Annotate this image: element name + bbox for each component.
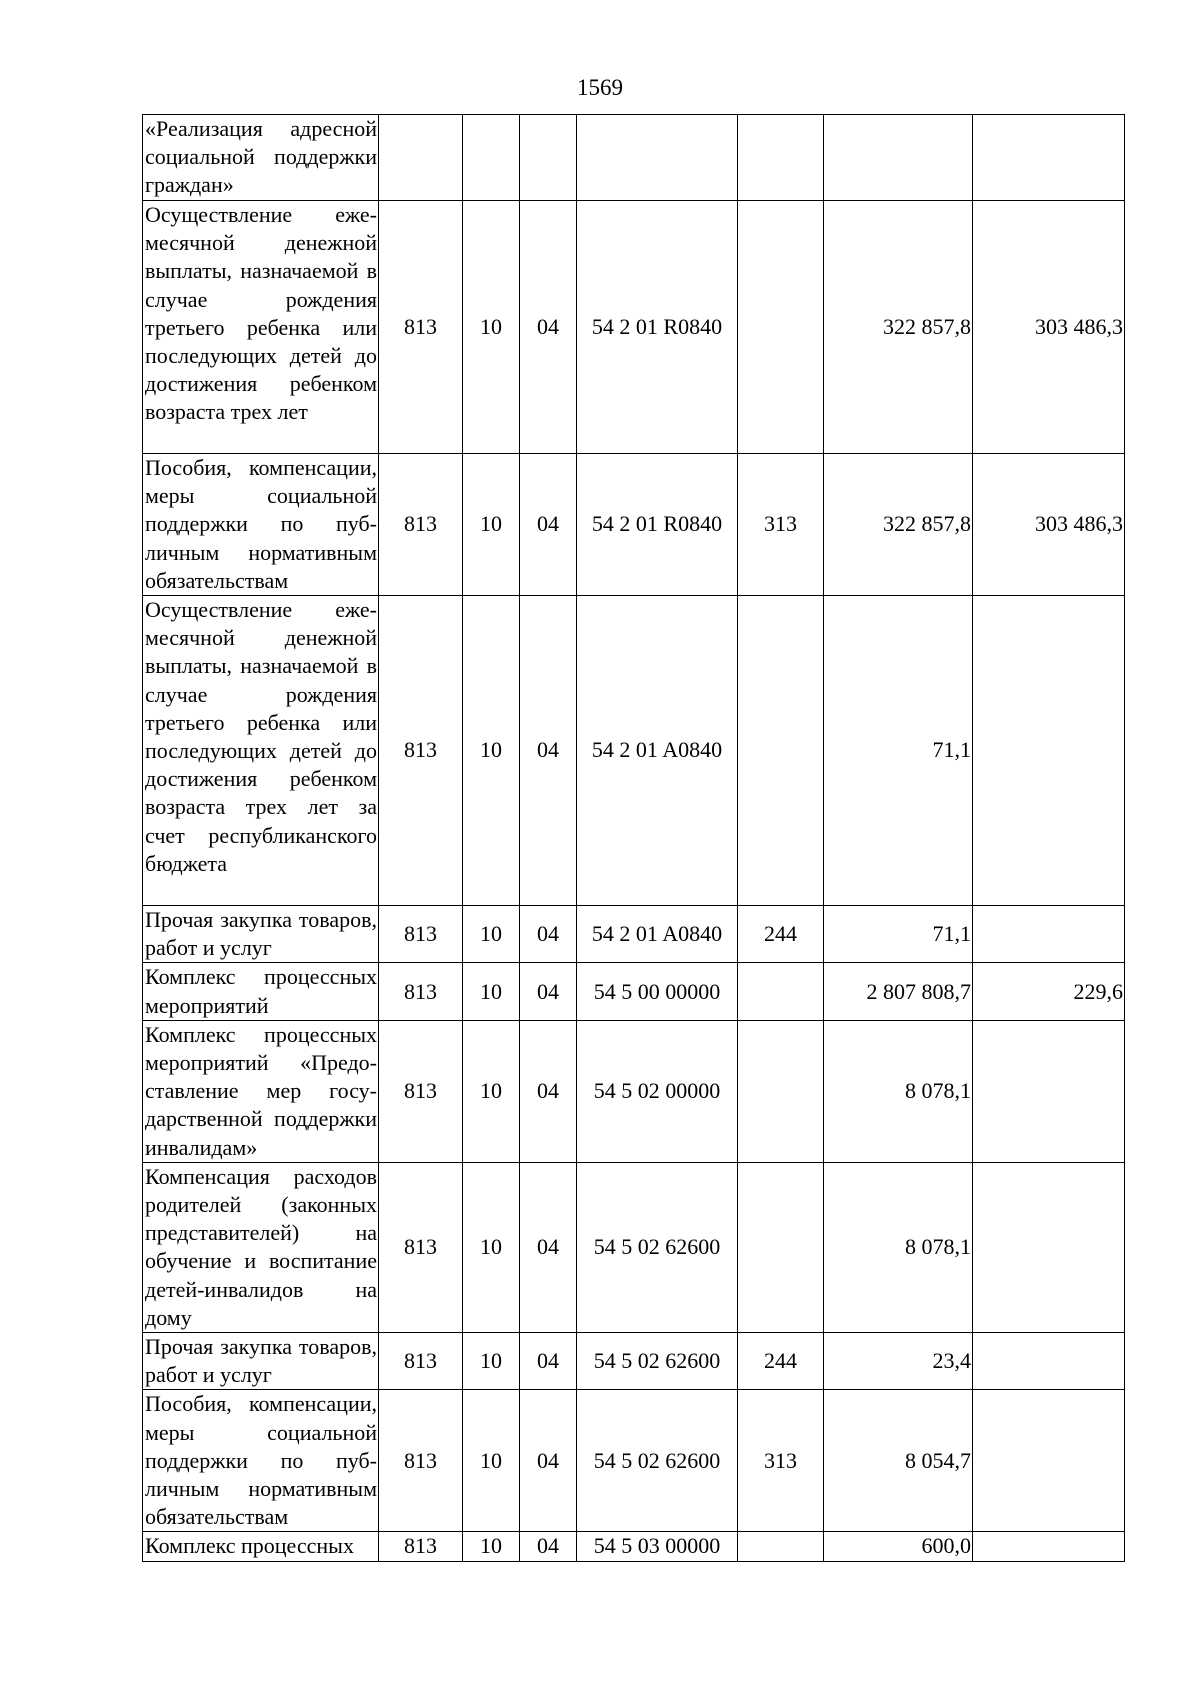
budget-table bbox=[142, 114, 1125, 1562]
row-name: Комплекс процессных мероприятий «Предоставление мер государственной поддержки инвалидам» bbox=[143, 1020, 379, 1162]
amount-year-2 bbox=[973, 115, 1125, 201]
subsection-code: 04 bbox=[520, 963, 577, 1020]
amount-year-1: 322 857,8 bbox=[824, 454, 973, 596]
subsection-code: 04 bbox=[520, 201, 577, 454]
ministry-code: 813 bbox=[379, 1532, 463, 1561]
page-number: 1569 bbox=[577, 75, 623, 100]
table-row bbox=[143, 596, 1125, 906]
expense-type-code bbox=[738, 596, 824, 906]
amount-year-2: 229,6 bbox=[973, 963, 1125, 1020]
row-name: Пособия, компенсации, меры социальной поддержки по публичным нормативным обязательствам bbox=[143, 454, 379, 596]
amount-year-2 bbox=[973, 906, 1125, 963]
amount-year-1: 8 054,7 bbox=[824, 1390, 973, 1532]
target-article-code: 54 5 02 62600 bbox=[577, 1162, 738, 1332]
table-row bbox=[143, 1020, 1125, 1162]
target-article-code: 54 5 02 62600 bbox=[577, 1333, 738, 1390]
ministry-code: 813 bbox=[379, 454, 463, 596]
subsection-code: 04 bbox=[520, 1390, 577, 1532]
expense-type-code bbox=[738, 201, 824, 454]
subsection-code: 04 bbox=[520, 1532, 577, 1561]
table-body bbox=[143, 115, 1125, 1562]
amount-year-2 bbox=[973, 1532, 1125, 1561]
section-code: 10 bbox=[463, 963, 520, 1020]
row-name: Осуществление ежемесячной денежной выплаты, назначаемой в случае рождения третьего ребенка или последующих детей до достижения ребенком возраста трех лет за счет республиканского бюджета bbox=[143, 596, 379, 906]
amount-year-1: 322 857,8 bbox=[824, 201, 973, 454]
section-code: 10 bbox=[463, 1390, 520, 1532]
amount-year-1: 71,1 bbox=[824, 596, 973, 906]
amount-year-1 bbox=[824, 115, 973, 201]
section-code: 10 bbox=[463, 201, 520, 454]
subsection-code: 04 bbox=[520, 1020, 577, 1162]
expense-type-code bbox=[738, 1020, 824, 1162]
expense-type-code: 313 bbox=[738, 454, 824, 596]
amount-year-1: 2 807 808,7 bbox=[824, 963, 973, 1020]
target-article-code: 54 2 01 R0840 bbox=[577, 201, 738, 454]
table-row bbox=[143, 454, 1125, 596]
amount-year-2 bbox=[973, 1020, 1125, 1162]
subsection-code: 04 bbox=[520, 1162, 577, 1332]
table-row bbox=[143, 963, 1125, 1020]
table-row bbox=[143, 1333, 1125, 1390]
amount-year-1: 23,4 bbox=[824, 1333, 973, 1390]
target-article-code: 54 2 01 A0840 bbox=[577, 906, 738, 963]
target-article-code: 54 5 00 00000 bbox=[577, 963, 738, 1020]
table-row bbox=[143, 201, 1125, 454]
table-row bbox=[143, 1390, 1125, 1532]
section-code bbox=[463, 115, 520, 201]
amount-year-1: 71,1 bbox=[824, 906, 973, 963]
section-code: 10 bbox=[463, 454, 520, 596]
expense-type-code: 244 bbox=[738, 1333, 824, 1390]
expense-type-code bbox=[738, 1162, 824, 1332]
target-article-code: 54 2 01 A0840 bbox=[577, 596, 738, 906]
row-name: Прочая закупка товаров, работ и услуг bbox=[143, 1333, 379, 1390]
amount-year-2 bbox=[973, 1390, 1125, 1532]
expense-type-code bbox=[738, 963, 824, 1020]
amount-year-1: 8 078,1 bbox=[824, 1020, 973, 1162]
row-name: «Реализация адресной социальной поддержки граждан» bbox=[143, 115, 379, 201]
subsection-code: 04 bbox=[520, 596, 577, 906]
ministry-code: 813 bbox=[379, 906, 463, 963]
section-code: 10 bbox=[463, 1162, 520, 1332]
subsection-code: 04 bbox=[520, 1333, 577, 1390]
subsection-code: 04 bbox=[520, 906, 577, 963]
row-name: Комплекс процессных мероприятий bbox=[143, 963, 379, 1020]
section-code: 10 bbox=[463, 1020, 520, 1162]
target-article-code: 54 5 02 00000 bbox=[577, 1020, 738, 1162]
ministry-code bbox=[379, 115, 463, 201]
ministry-code: 813 bbox=[379, 1333, 463, 1390]
row-name: Комплекс процессных bbox=[143, 1532, 379, 1561]
table-row bbox=[143, 115, 1125, 201]
section-code: 10 bbox=[463, 1333, 520, 1390]
amount-year-2 bbox=[973, 596, 1125, 906]
amount-year-2 bbox=[973, 1162, 1125, 1332]
amount-year-1: 600,0 bbox=[824, 1532, 973, 1561]
ministry-code: 813 bbox=[379, 596, 463, 906]
ministry-code: 813 bbox=[379, 1162, 463, 1332]
section-code: 10 bbox=[463, 906, 520, 963]
amount-year-1: 8 078,1 bbox=[824, 1162, 973, 1332]
expense-type-code bbox=[738, 1532, 824, 1561]
table-row bbox=[143, 1532, 1125, 1561]
subsection-code: 04 bbox=[520, 454, 577, 596]
target-article-code bbox=[577, 115, 738, 201]
row-name: Пособия, компенсации, меры социальной поддержки по публичным нормативным обязательствам bbox=[143, 1390, 379, 1532]
expense-type-code bbox=[738, 115, 824, 201]
row-name: Прочая закупка товаров, работ и услуг bbox=[143, 906, 379, 963]
table-row bbox=[143, 906, 1125, 963]
amount-year-2: 303 486,3 bbox=[973, 201, 1125, 454]
ministry-code: 813 bbox=[379, 201, 463, 454]
ministry-code: 813 bbox=[379, 1020, 463, 1162]
target-article-code: 54 5 02 62600 bbox=[577, 1390, 738, 1532]
subsection-code bbox=[520, 115, 577, 201]
row-name: Осуществление ежемесячной денежной выплаты, назначаемой в случае рождения третьего ребенка или последующих детей до достижения ребенком возраста трех лет bbox=[143, 201, 379, 454]
ministry-code: 813 bbox=[379, 1390, 463, 1532]
expense-type-code: 244 bbox=[738, 906, 824, 963]
ministry-code: 813 bbox=[379, 963, 463, 1020]
expense-type-code: 313 bbox=[738, 1390, 824, 1532]
amount-year-2: 303 486,3 bbox=[973, 454, 1125, 596]
section-code: 10 bbox=[463, 1532, 520, 1561]
target-article-code: 54 2 01 R0840 bbox=[577, 454, 738, 596]
table-row bbox=[143, 1162, 1125, 1332]
section-code: 10 bbox=[463, 596, 520, 906]
row-name: Компенсация расходов родителей (законных представителей) на обучение и воспитание детей-инвалидов на дому bbox=[143, 1162, 379, 1332]
amount-year-2 bbox=[973, 1333, 1125, 1390]
target-article-code: 54 5 03 00000 bbox=[577, 1532, 738, 1561]
